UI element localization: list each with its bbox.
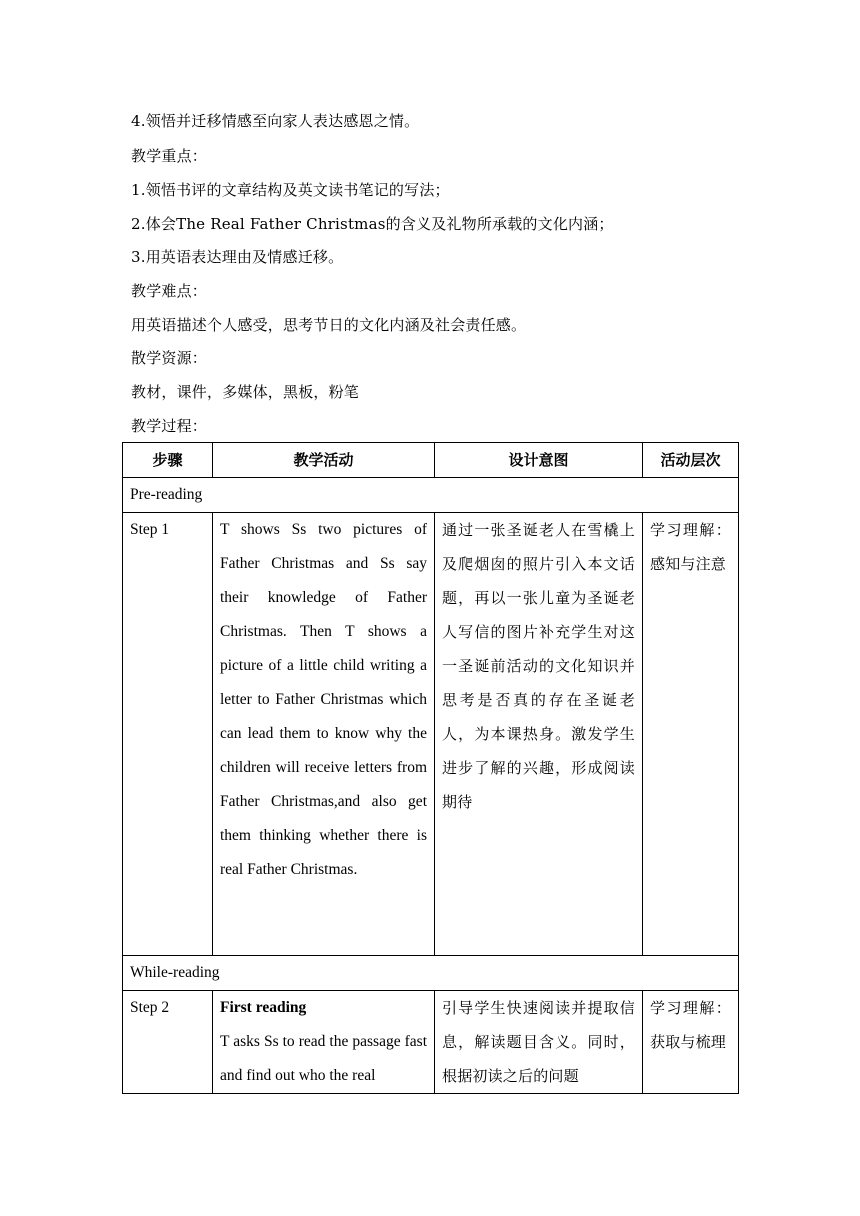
- header-intent: 设计意图: [435, 443, 643, 478]
- section-row-pre-reading: [123, 478, 739, 513]
- intent-cell: 通过一张圣诞老人在雪橇上及爬烟囱的照片引入本文话题，再以一张儿童为圣诞老人写信的图片补充学生对这一圣诞前活动的文化知识并思考是否真的存在圣诞老人，为本课热身。激发学生进步了解的兴趣，形成阅读期待: [435, 513, 643, 956]
- intent-cell: 引导学生快速阅读并提取信息，解读题目含义。同时，根据初读之后的问题: [435, 991, 643, 1094]
- difficulty-heading: 教学难点：: [131, 282, 208, 300]
- table-row: [123, 513, 739, 956]
- step-cell: Step 1: [123, 513, 213, 956]
- activity-cell: [213, 991, 435, 1094]
- table-row: [123, 991, 739, 1094]
- resources-text: 教材，课件，多媒体，黑板，粉笔: [131, 383, 360, 401]
- key-points-heading: 教学重点：: [131, 147, 208, 165]
- table-header-row: [123, 443, 739, 478]
- level-cell: 学习理解：感知与注意: [643, 513, 739, 956]
- header-activity: 教学活动: [213, 443, 435, 478]
- section-title: While-reading: [123, 956, 739, 991]
- header-level: 活动层次: [643, 443, 739, 478]
- key-point-3: 3.用英语表达理由及情感迁移。: [131, 248, 344, 266]
- header-step: 步骤: [123, 443, 213, 478]
- section-title: Pre-reading: [123, 478, 739, 513]
- section-row-while-reading: [123, 956, 739, 991]
- activity-cell: T shows Ss two pictures of Father Christmas and Ss say their knowledge of Father Christmas. Then T shows a picture of a little child writing a letter to Father Christmas which can lead them to know why the children will receive letters from Father Christmas,and also get them thinking whether there is real Father Christmas.: [213, 513, 435, 956]
- difficulty-text: 用英语描述个人感受，思考节日的文化内涵及社会责任感。: [131, 316, 527, 334]
- process-heading: 教学过程：: [131, 417, 208, 435]
- resources-heading: 散学资源：: [131, 349, 208, 367]
- teaching-process-table: [122, 442, 739, 1094]
- step-cell: Step 2: [123, 991, 213, 1094]
- activity-title: First reading: [220, 999, 307, 1016]
- key-point-2: 2.体会The Real Father Christmas的含义及礼物所承载的文化内涵；: [131, 215, 614, 233]
- objective-4: 4.领悟并迁移情感至向家人表达感恩之情。: [131, 112, 420, 130]
- level-cell: 学习理解：获取与梳理: [643, 991, 739, 1094]
- key-point-1: 1.领悟书评的文章结构及英文读书笔记的写法；: [131, 181, 450, 199]
- activity-text: T asks Ss to read the passage fast and find out who the real: [220, 1033, 427, 1084]
